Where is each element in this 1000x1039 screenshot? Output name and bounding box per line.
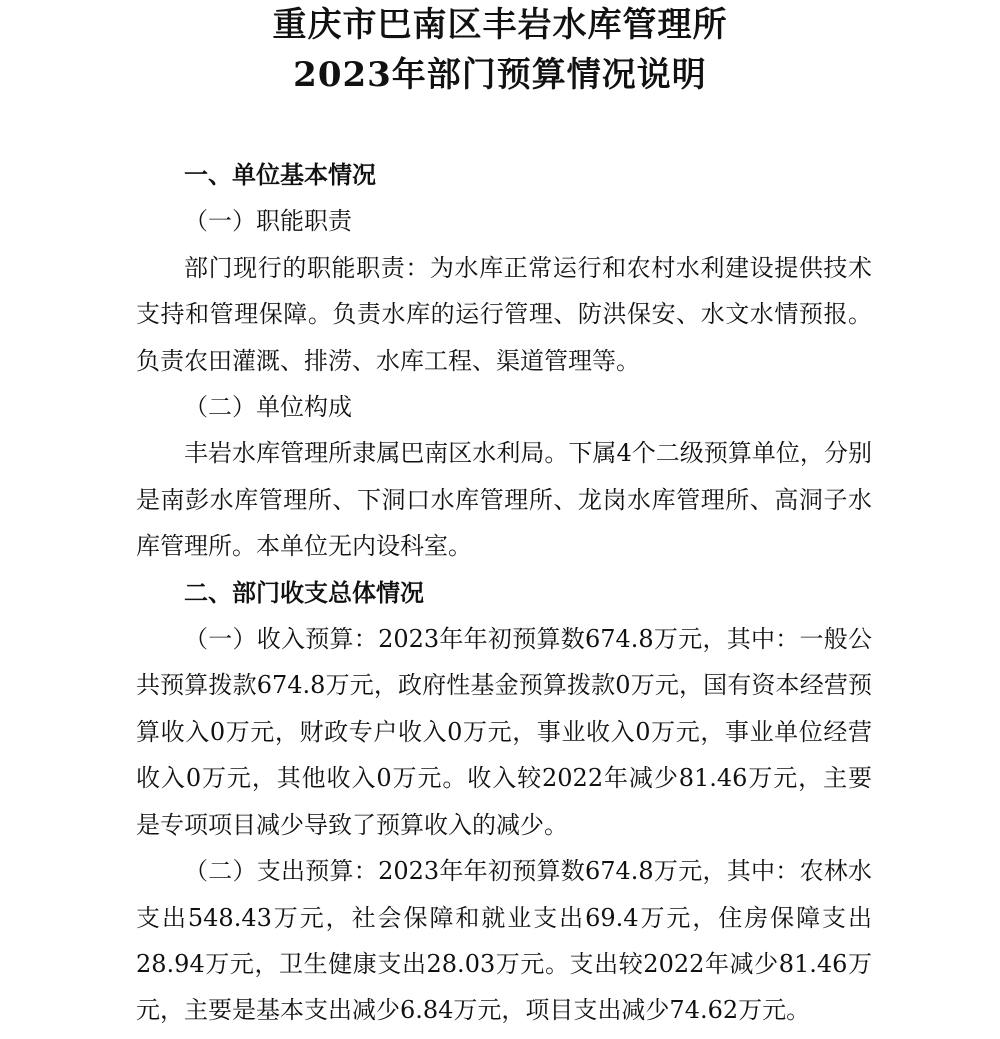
- subsection-heading: （一）职能职责: [184, 207, 352, 236]
- section-heading: 二、部门收支总体情况: [184, 578, 424, 607]
- document-title-line1: 重庆市巴南区丰岩水库管理所: [272, 5, 728, 45]
- subsection-heading: （二）单位构成: [184, 393, 352, 422]
- paragraph-text: 2023年年初预算数674.8万元，其中：一般公共预算拨款674.8万元，政府性基金预算拨款0万元，国有资本经营预算收入0万元，财政专户收入0万元，事业收入0万元，事业单位经营收入0万元，其他收入0万元。收入较2022年减少81.46万元，主要是专项项目减少导致了预算收入的减少。: [136, 625, 872, 839]
- paragraph-duties: 部门现行的职能职责：为水库正常运行和农村水利建设提供技术支持和管理保障。负责水库的运行管理、防洪保安、水文水情预报。负责农田灌溉、排涝、水库工程、渠道管理等。: [136, 253, 872, 375]
- paragraph-text: 2023年年初预算数674.8万元，其中：农林水支出548.43万元，社会保障和就业支出69.4万元，住房保障支出28.94万元，卫生健康支出28.03万元。支出较2022年减少81.46万元，主要是基本支出减少6.84万元，项目支出减少74.62万元。: [136, 857, 872, 1025]
- paragraph-expenditure-budget: [136, 848, 872, 1034]
- paragraph-lead: （一）收入预算：: [184, 625, 379, 654]
- document-body: [136, 152, 872, 1034]
- paragraph-income-budget: [136, 616, 872, 848]
- paragraph-lead: （二）支出预算：: [184, 857, 379, 886]
- paragraph-structure: 丰岩水库管理所隶属巴南区水利局。下属4个二级预算单位，分别是南彭水库管理所、下洞口水库管理所、龙岗水库管理所、高洞子水库管理所。本单位无内设科室。: [136, 439, 872, 561]
- document-title-line2: 2023年部门预算情况说明: [293, 55, 707, 95]
- section-heading: 一、单位基本情况: [184, 161, 376, 189]
